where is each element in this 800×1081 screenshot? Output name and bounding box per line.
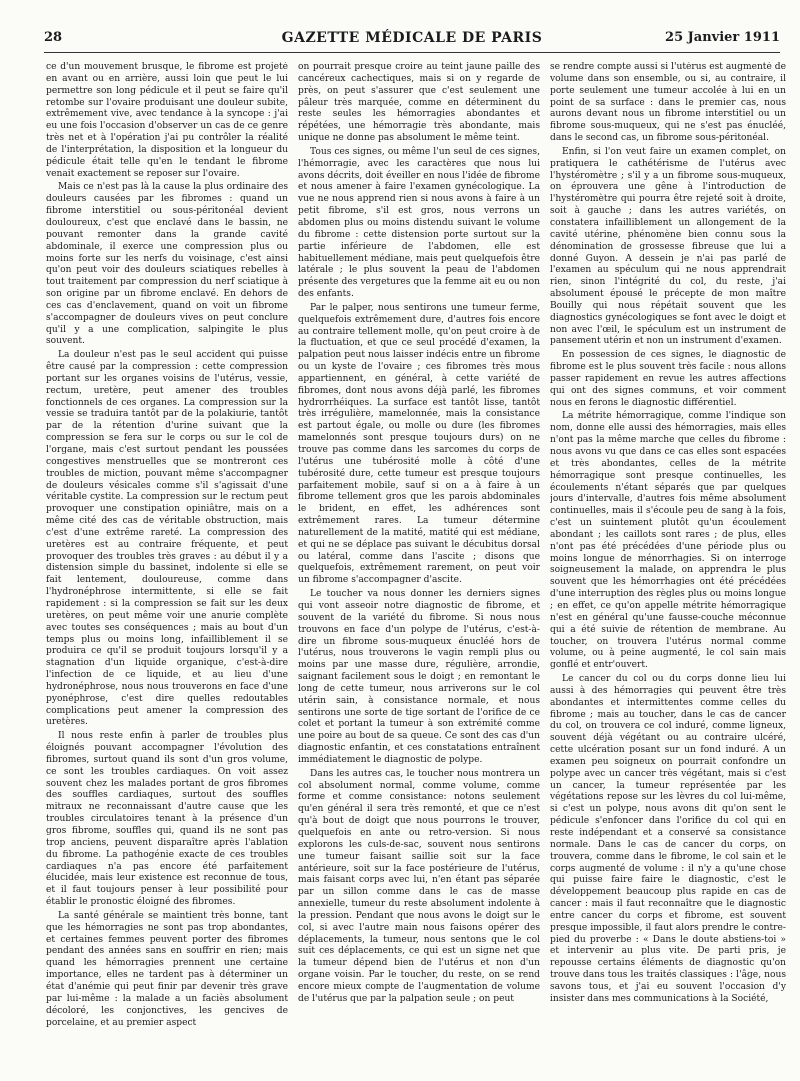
paragraph: Par le palper, nous sentirons une tumeur ferme, quelquefois extrêmement dure, d'autres fois encore au contraire tellement molle, qu'on peut croire à de la fluctuation, et que ce seul procédé d'examen, la palpation peut nous laisser indécis entre un fibrome ou un kyste de l'ovaire ; ces fibromes très mous appartiennent, en général, à cette variété de fibromes, dont nous avons déjà parlé, les fibromes hydrorrhéiques. La surface est tantôt lisse, tantôt très irrégulière, mamelonnée, mais la consistance est partout égale, ou molle ou dure (les fibromes mamelonnés sont presque toujours durs) on ne trouve pas comme dans les sarcomes du corps de l'utérus une tubérosité molle à côté d'une tubérosité dure, cette tumeur est presque toujours parfaitement mobile, sauf si on a à faire à un fibrome tellement gros que les parois abdominales le brident, en effet, les adhérences sont extrêmement rares. La tumeur détermine naturellement de la matité, matité qui est médiane, et qui ne se déplace pas suivant le décubitus dorsal ou latéral, comme dans l'ascite ; disons que quelquefois, extrêmement rarement, on peut voir un fibrome s'accompagner d'ascite. (298, 302, 540, 586)
issue-date: 25 Janvier 1911 (665, 30, 780, 45)
paragraph: on pourrait presque croire au teint jaune paille des cancéreux cachectiques, mais si on y regarde de près, on peut s'assurer que c'est seulement une pâleur très marquée, comme en déterminent du reste seules les hémorragies abondantes et répétées, une hémorragie très abondante, mais unique ne donne pas absolument le même teint. (298, 62, 540, 144)
paragraph: Tous ces signes, ou même l'un seul de ces signes, l'hémorragie, avec les caractères que nous lui avons décrits, doit éveiller en nous l'idée de fibrome et nous amener à faire l'examen gynécologique. La vue ne nous apprend rien si nous avons à faire à un petit fibrome, s'il est gros, nous verrons un abdomen plus ou moins distendu suivant le volume du fibrome : cette distension porte surtout sur la partie inférieure de l'abdomen, elle est habituellement médiane, mais peut quelquefois être latérale ; le plus souvent la peau de l'abdomen présente des vergetures que la femme ait eu ou non des enfants. (298, 146, 540, 300)
paragraph: La métrite hémorragique, comme l'indique son nom, donne elle aussi des hémorragies, mais elles n'ont pas la même marche que celles du fibrome : nous avons vu que dans ce cas elles sont espacées et très abondantes, celles de la métrite hémorragique sont presque continuelles, les écoulements n'étant séparés que par quelques jours d'intervalle, d'autres fois même absolument continuelles, mais il s'écoule peu de sang à la fois, c'est un suintement plutôt qu'un écoulement abondant ; les caillots sont rares ; de plus, elles n'ont pas été précédées d'une période plus ou moins longue de ménorrhagies. Si on interroge soigneusement la malade, on apprendra le plus souvent que les hémorrhagies ont été précédées d'une interruption des règles plus ou moins longue ; en effet, ce qu'on appelle métrite hémorragique n'est en général qu'une fausse-couche méconnue qui a été suivie de rétention de membrane. Au toucher, on trouvera l'utérus normal comme volume, ou à peine augmenté, le col sain mais gonflé et entr'ouvert. (550, 411, 786, 671)
page-number: 28 (44, 30, 63, 45)
text-column-2 (298, 62, 540, 1074)
page-header (44, 30, 780, 50)
paragraph: En possession de ces signes, le diagnostic de fibrome est le plus souvent très facile : nous allons passer rapidement en revue les autres affections qui ont des signes communs, et voir comment nous en ferons le diagnostic différentiel. (550, 350, 786, 408)
paragraph: Il nous reste enfin à parler de troubles plus éloignés pouvant accompagner l'évolution des fibromes, surtout quand ils sont d'un gros volume, ce sont les troubles cardiaques. On voit assez souvent chez les malades portant de gros fibromes des souffles cardiaques, surtout des souffles mitraux ne reconnaissant d'autre cause que les troubles circulatoires tenant à la présence d'un gros fibrome, souffles qui, quand ils ne sont pas trop anciens, peuvent disparaître après l'ablation du fibrome. La pathogénie exacte de ces troubles cardiaques n'a pas encore été parfaitement élucidée, mais leur existence est reconnue de tous, et il faut toujours penser à leur possibilité pour établir le pronostic éloigné des fibromes. (46, 731, 288, 908)
paragraph: Le toucher va nous donner les derniers signes qui vont asseoir notre diagnostic de fibrome, et souvent de la variété du fibrome. Si nous nous trouvons en face d'un polype de l'utérus, c'est-à-dire un fibrome sous-muqueux énucléé hors de l'utérus, nous trouverons le vagin rempli plus ou moins par une masse dure, régulière, arrondie, saignant facilement sous le doigt ; en remontant le long de cette tumeur, nous arriverons sur le col utérin sain, à consistance normale, et nous sentirons une sorte de tige sortant de l'orifice de ce colet et portant la tumeur à son extrémité comme une poire au bout de sa queue. Ce sont des cas d'un diagnostic enfantin, et ces constatations entraînent immédiatement le diagnostic de polype. (298, 589, 540, 765)
text-column-1 (46, 62, 288, 1074)
paragraph: Mais ce n'est pas là la cause la plus ordinaire des douleurs causées par les fibromes : quand un fibrome interstitiel ou sous-péritonéal devient douloureux, c'est que enclavé dans le bassin, ne pouvant remonter dans la grande cavité abdominale, il exerce une compression plus ou moins forte sur les nerfs du voisinage, c'est ainsi qu'on peut voir des douleurs sciatiques rebelles à tout traitement par compression du nerf sciatique à son origine par un fibrome enclavé. En dehors de ces cas d'enclavement, quand on voit un fibrome s'accompagner de douleurs vives on peut conclure qu'il y a une complication, salpingite le plus souvent. (46, 182, 288, 347)
paragraph: ce d'un mouvement brusque, le fibrome est projeté en avant ou en arrière, aussi loin que peut le lui permettre son long pédicule et il peut se faire qu'il retombe sur l'ovaire produisant une douleur subite, extrêmement vive, avec tendance à la syncope : j'ai eu une fois l'occasion d'observer un cas de ce genre très net et à l'opération j'ai pu contrôler la réalité de l'interprétation, la disposition et la longueur du pédicule était telle qu'en le tendant le fibrome venait exactement se reposer sur l'ovaire. (46, 62, 288, 179)
header-rule (44, 52, 780, 53)
paragraph: Dans les autres cas, le toucher nous montrera un col absolument normal, comme volume, comme forme et comme consistance: notons seulement qu'en général il sera très remonté, et que ce n'est qu'à bout de doigt que nous pourrons le trouver, quelquefois en ante ou retro-version. Si nous explorons les culs-de-sac, souvent nous sentirons une tumeur faisant saillie soit sur la face antérieure, soit sur la face postérieure de l'utérus, mais faisant corps avec lui, n'en étant pas séparée par un sillon comme dans le cas de masse annexielle, tumeur du reste absolument indolente à la pression. Pendant que nous avons le doigt sur le col, si avec l'autre main nous faisons opérer des déplacements, la tumeur, nous sentons que le col suit ces déplacements, ce qui est un signe net que la tumeur dépend bien de l'utérus et non d'un organe voisin. Par le toucher, du reste, on se rend encore mieux compte de l'augmentation de volume de l'utérus que par la palpation seule ; on peut (298, 768, 540, 1004)
paragraph: Enfin, si l'on veut faire un examen complet, on pratiquera le cathétérisme de l'utérus avec l'hystéromètre ; s'il y a un fibrome sous-muqueux, on éprouvera une gêne à l'introduction de l'hystéromètre qui pourra être rejeté soit à droite, soit à gauche ; dans les autres variétés, on constatera infailliblement un allongement de la cavité utérine, phénomène bien connu sous la dénomination de grossesse fibreuse que lui a donné Guyon. A dessein je n'ai pas parlé de l'examen au spéculum qui ne nous apprendrait rien, sinon l'intégrité du col, du reste, j'ai absolument épousé le précepte de mon maître Bouilly qui nous répétait souvent que les diagnostics gynécologiques se font avec le doigt et non avec l'œil, le spéculum est un instrument de pansement utérin et non un instrument d'examen. (550, 146, 786, 347)
text-column-3 (550, 62, 786, 1074)
journal-title: GAZETTE MÉDICALE DE PARIS (281, 30, 543, 46)
paragraph: Le cancer du col ou du corps donne lieu lui aussi à des hémorragies qui peuvent être très abondantes et intermittentes comme celles du fibrome ; mais au toucher, dans le cas de cancer du col, on trouvera ce col induré, comme ligneux, souvent déjà végétant ou au contraire ulcéré, cette ulcération posant sur un fond induré. A un examen peu soigneux on pourrait confondre un polype avec un cancer très végétant, mais si c'est un cancer, la tumeur représentée par les végétations repose sur les lèvres du col lui-même, si c'est un polype, nous avons dit qu'on sent le pédicule s'enfoncer dans l'orifice du col qui en reste indépendant et a conservé sa consistance normale. Dans le cas de cancer du corps, on trouvera, comme dans le fibrome, le col sain et le corps augmenté de volume : il n'y a qu'une chose qui puisse faire faire le diagnostic, c'est le développement beaucoup plus rapide en cas de cancer : mais il faut reconnaître que le diagnostic entre cancer du corps et fibrome, est souvent presque impossible, il faut alors prendre le contre-pied du proverbe : « Dans le doute abstiens-toi » et intervenir au plus vite. De parti pris, je repousse certains éléments de diagnostic qu'on trouve dans tous les traités classiques : l'âge, nous savons tous, et j'ai eu souvent l'occasion d'y insister dans mes communications à la Société, (550, 674, 786, 1004)
paragraph: La douleur n'est pas le seul accident qui puisse être causé par la compression : cette compression portant sur les organes voisins de l'utérus, vessie, rectum, uretère, peut amener des troubles fonctionnels de ces organes. La compression sur la vessie se traduira tantôt par de la polakiurie, tantôt par de la rétention d'urine suivant que la compression se fera sur le corps ou sur le col de l'organe, mais c'est surtout pendant les poussées congestives menstruelles que se montreront ces troubles de miction, pouvant même s'accompagner de douleurs vésicales comme s'il s'agissait d'une véritable cystite. La compression sur le rectum peut provoquer une constipation opiniâtre, mais on a même cité des cas de véritable obstruction, mais c'est d'une extrême rareté. La compression des uretères est au contraire fréquente, et peut provoquer des troubles très graves : au début il y a distension simple du bassinet, indolente si elle se fait lentement, douloureuse, comme dans l'hydronéphrose intermittente, si elle se fait rapidement : si la compression se fait sur les deux uretères, on peut même voir une anurie complète avec toutes ses conséquences ; mais au bout d'un temps plus ou moins long, infailliblement il se produira ce qu'il se produit toujours lorsqu'il y a stagnation d'un liquide organique, c'est-à-dire l'infection de ce liquide, et au lieu d'une hydronéphrose, nous nous trouverons en face d'une pyonéphrose, c'est dire quelles redoutables complications peut amener la compression des uretères. (46, 350, 288, 728)
paragraph: La santé générale se maintient très bonne, tant que les hémorragies ne sont pas trop abondantes, et certaines femmes peuvent porter des fibromes pendant des années sans en souffrir en rien; mais quand les hémorragies prennent une certaine importance, elles ne tardent pas à déterminer un état d'anémie qui peut finir par devenir très grave par lui-même : la malade a un faciès absolument décoloré, les conjonctives, les gencives de porcelaine, et au premier aspect (46, 910, 288, 1028)
paragraph: se rendre compte aussi si l'utérus est augmenté de volume dans son ensemble, ou si, au contraire, il porte seulement une tumeur accolée à lui en un point de sa surface : dans le premier cas, nous aurons devant nous un fibrome interstitiel ou un fibrome sous-muqueux, qui ne s'est pas énucléé, dans le second cas, un fibrome sous-péritonéal. (550, 62, 786, 144)
